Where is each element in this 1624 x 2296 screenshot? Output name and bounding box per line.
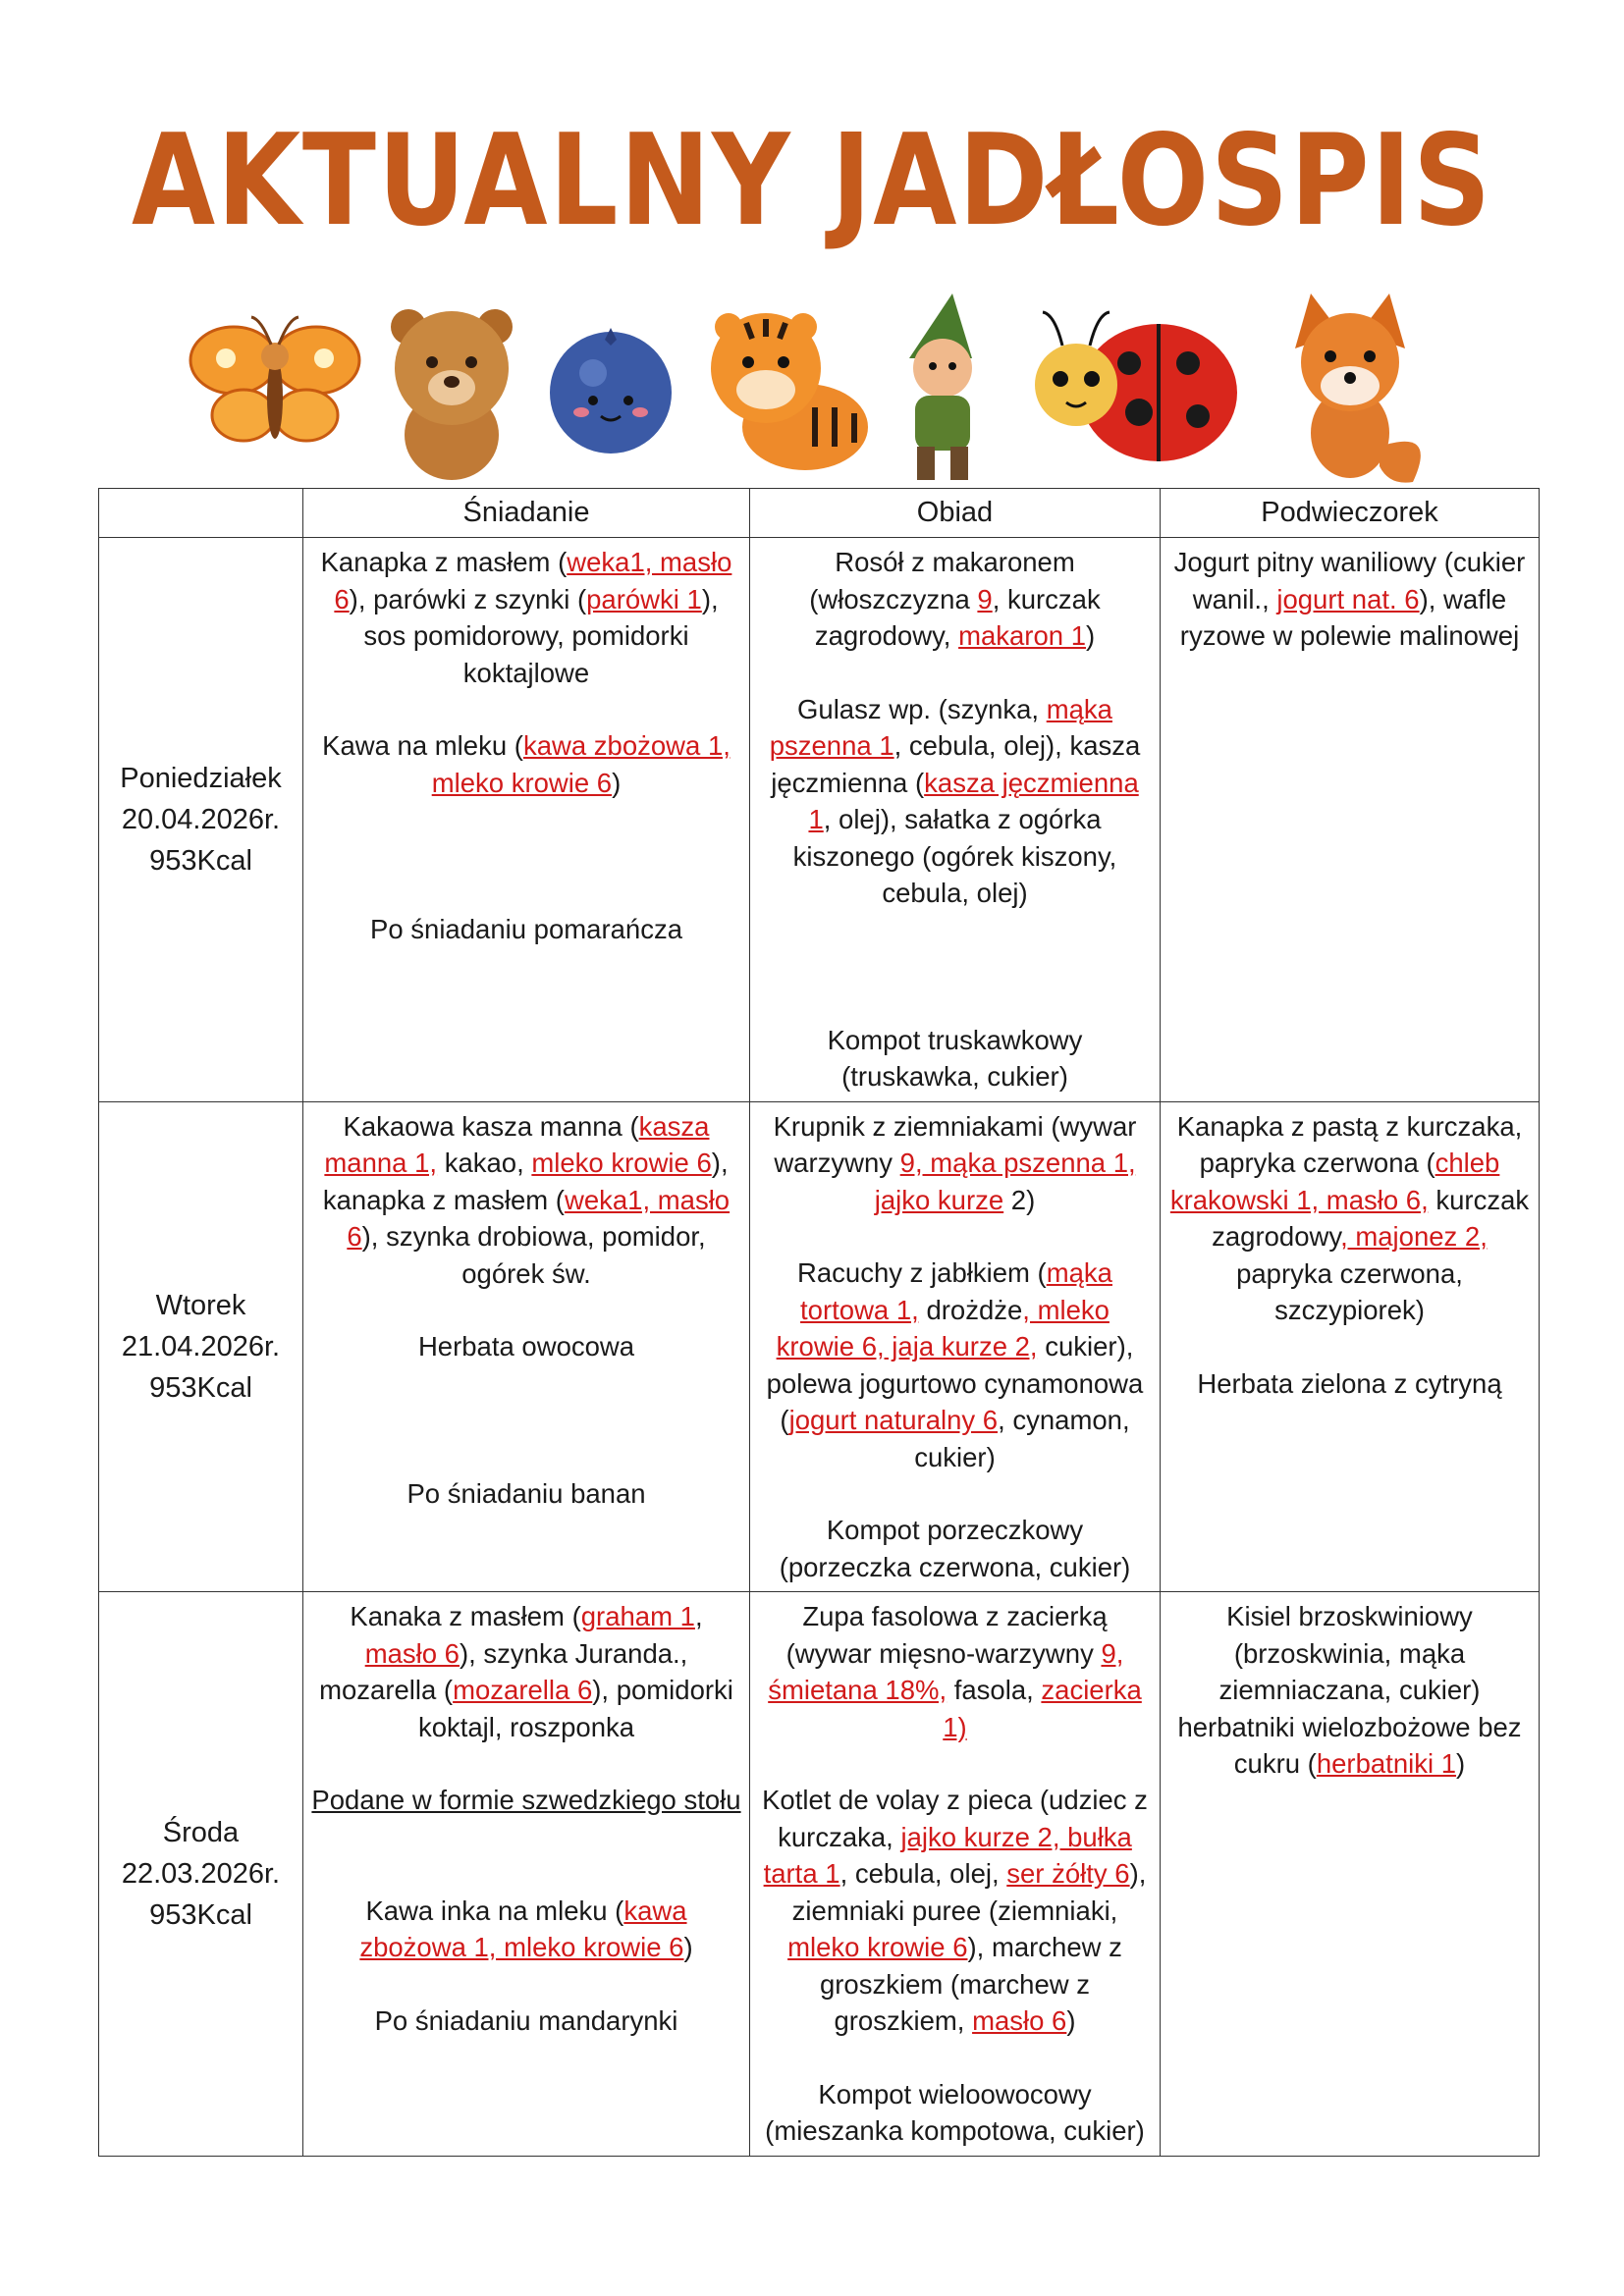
illustration-row	[187, 290, 1434, 486]
day-name: Poniedziałek	[120, 762, 282, 794]
soup-item: Rosół z makaronem (włoszczyzna 9, kurczak zagrodowy, makaron 1)	[809, 547, 1101, 651]
breakfast-cell-monday	[303, 538, 750, 1102]
day-name: Środa	[162, 1816, 240, 1848]
day-date: 21.04.2026r.	[121, 1330, 281, 1362]
fruit-item: Po śniadaniu banan	[406, 1477, 646, 1509]
day-cell-tuesday	[99, 1101, 303, 1592]
buffet-note: Podane w formie szwedzkiego stołu	[311, 1785, 741, 1815]
drink-item: Herbata zielona z cytryną	[1197, 1367, 1502, 1399]
main-dish-item: Kotlet de volay z pieca (udziec z kurczaka, jajko kurze 2, bułka tarta 1, cebula, olej, ser żółty 6), ziemniaki puree (ziemniaki, mleko krowie 6), marchew z groszkiem (marchew z groszkiem, masło 6)	[762, 1785, 1148, 2036]
drink-item: Kawa inka na mleku (kawa zbożowa 1, mleko krowie 6)	[359, 1895, 693, 1962]
breakfast-cell-tuesday	[303, 1101, 750, 1592]
menu-table	[98, 488, 1540, 2157]
page-title: AKTUALNY JADŁOSPIS	[131, 108, 1493, 254]
header-row	[99, 489, 1540, 538]
lunch-cell-wednesday	[750, 1592, 1161, 2157]
snack-cell-monday	[1161, 538, 1540, 1102]
breakfast-item: Kakaowa kasza manna (kasza manna 1, kakao, mleko krowie 6), kanapka z masłem (weka1, masło 6), szynka drobiowa, pomidor, ogórek św.	[322, 1110, 731, 1289]
teddy-bear-icon	[391, 309, 513, 480]
col-header-snack: Podwieczorek	[1161, 489, 1540, 538]
day-cell-monday	[99, 538, 303, 1102]
day-kcal: 953Kcal	[149, 844, 252, 877]
soup-item: Zupa fasolowa z zacierką (wywar mięsno-warzywny 9, śmietana 18%, fasola, zacierka 1)	[768, 1601, 1142, 1742]
fruit-item: Po śniadaniu pomarańcza	[370, 914, 682, 944]
drink-item: Herbata owocowa	[417, 1331, 635, 1362]
breakfast-cell-wednesday	[303, 1592, 750, 2157]
drink-item: Kompot truskawkowy (truskawka, cukier)	[827, 1024, 1083, 1092]
snack-item: Jogurt pitny waniliowy (cukier wanil., jogurt nat. 6), wafle ryzowe w polewie malinowej	[1173, 547, 1526, 651]
col-header-lunch: Obiad	[750, 489, 1161, 538]
snack-item: Kanapka z pastą z kurczaka, papryka czerwona (chleb krakowski 1, masło 6, kurczak zagrodowy, majonez 2, papryka czerwona, szczypiorek)	[1169, 1110, 1530, 1325]
soup-item: Krupnik z ziemniakami (wywar warzywny 9, mąka pszenna 1, jajko kurze 2)	[773, 1110, 1137, 1215]
drink-item: Kompot porzeczkowy (porzeczka czerwona, cukier)	[779, 1515, 1131, 1582]
butterfly-icon	[190, 317, 359, 441]
table-row-tuesday	[99, 1101, 1540, 1592]
day-name: Wtorek	[155, 1289, 246, 1321]
day-kcal: 953Kcal	[149, 1371, 252, 1404]
lunch-cell-monday	[750, 538, 1161, 1102]
ladybug-icon	[1035, 312, 1237, 461]
table-row-wednesday	[99, 1592, 1540, 2157]
day-kcal: 953Kcal	[149, 1898, 252, 1931]
fox-icon	[1295, 294, 1421, 483]
gnome-icon	[909, 294, 972, 480]
breakfast-item: Kanaka z masłem (graham 1, masło 6), szynka Juranda., mozarella (mozarella 6), pomidorki koktajl, roszponka	[319, 1601, 733, 1742]
blueberry-icon	[550, 328, 672, 454]
lunch-cell-tuesday	[750, 1101, 1161, 1592]
main-dish-item: Gulasz wp. (szynka, mąka pszenna 1, cebula, olej), kasza jęczmienna (kasza jęczmienna 1, olej), sałatka z ogórka kiszonego (ogórek kiszony, cebula, olej)	[769, 693, 1141, 908]
col-header-breakfast: Śniadanie	[303, 489, 750, 538]
snack-item: Kisiel brzoskwiniowy (brzoskwinia, mąka ziemniaczana, cukier) herbatniki wielozbożowe bez cukru (herbatniki 1)	[1177, 1601, 1522, 1779]
tiger-icon	[711, 313, 868, 470]
day-date: 20.04.2026r.	[121, 803, 281, 835]
day-date: 22.03.2026r.	[121, 1857, 281, 1890]
corner-cell	[99, 489, 303, 538]
breakfast-item: Kanapka z masłem (weka1, masło 6), parówki z szynki (parówki 1), sos pomidorowy, pomidorki koktajlowe	[320, 547, 732, 688]
table-row-monday	[99, 538, 1540, 1102]
snack-cell-tuesday	[1161, 1101, 1540, 1592]
snack-cell-wednesday	[1161, 1592, 1540, 2157]
fruit-item: Po śniadaniu mandarynki	[374, 2004, 678, 2036]
main-dish-item: Racuchy z jabłkiem (mąka tortowa 1, drożdże, mleko krowie 6, jaja kurze 2, cukier), polewa jogurtowo cynamonowa (jogurt naturalny 6, cynamon, cukier)	[766, 1257, 1144, 1472]
drink-item: Kompot wieloowocowy (mieszanka kompotowa, cukier)	[765, 2078, 1145, 2146]
day-cell-wednesday	[99, 1592, 303, 2157]
drink-item: Kawa na mleku (kawa zbożowa 1, mleko krowie 6)	[322, 730, 731, 798]
